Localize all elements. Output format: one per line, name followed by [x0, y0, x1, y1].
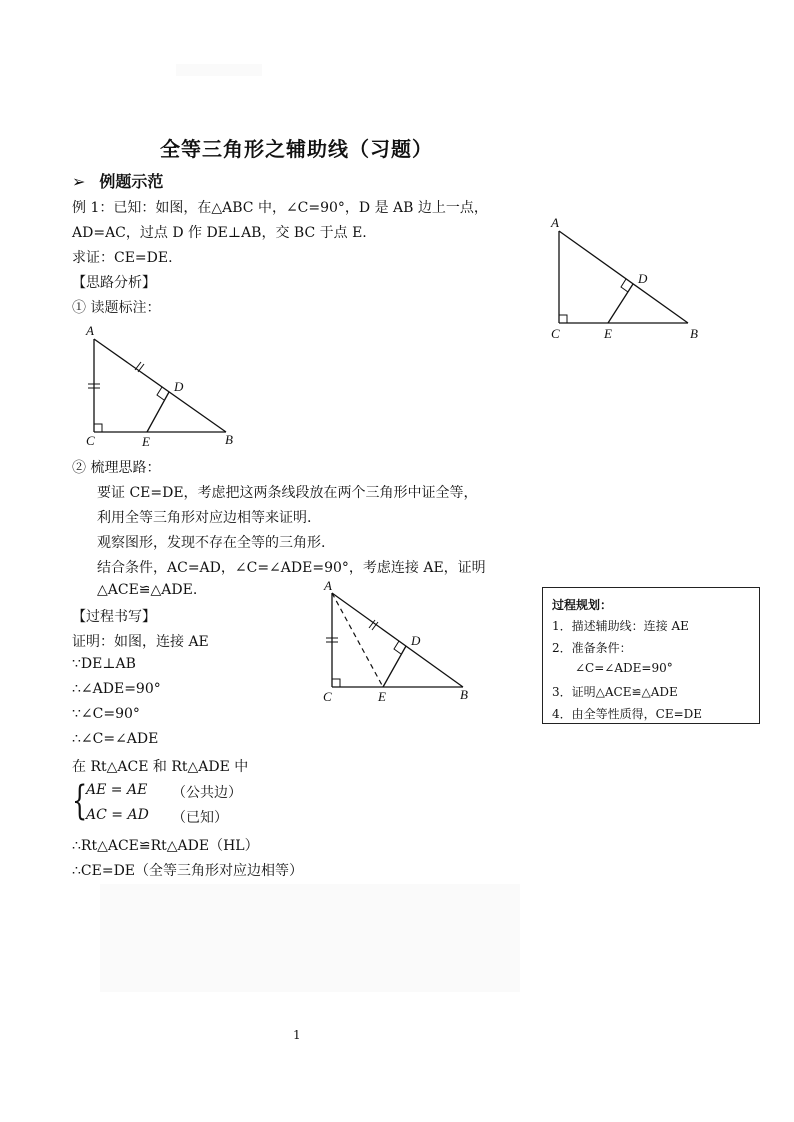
section-label: 例题示范	[99, 172, 164, 191]
plan-item-2: 2．准备条件：	[552, 641, 632, 655]
system-brace: {	[72, 778, 88, 824]
fig3-label-b: B	[460, 687, 468, 702]
bullet-arrow-icon: ➢	[72, 172, 86, 191]
proof-eq-1: AE = AE	[86, 782, 148, 798]
fig1-label-d: D	[638, 271, 648, 286]
proof-eq-2: AC = AD	[86, 807, 149, 823]
analysis-para-1: 要证 CE=DE，考虑把这两条线段放在两个三角形中证全等，	[97, 485, 478, 501]
problem-line-1: 例 1：已知：如图，在△ABC 中，∠C=90°，D 是 AB 边上一点，	[72, 200, 488, 216]
analysis-heading: 【思路分析】	[72, 275, 156, 291]
fig2-label-c: C	[86, 433, 95, 448]
scan-artifact-top	[176, 64, 262, 76]
proof-line-2: ∵DE⊥AB	[72, 656, 136, 672]
plan-item-1: 1．描述辅助线：连接 AE	[552, 619, 689, 633]
page-title: 全等三角形之辅助线（习题）	[160, 137, 433, 161]
plan-item-4: 4．由全等性质得，CE=DE	[552, 707, 703, 721]
fig3-label-d: D	[411, 633, 421, 648]
proof-line-8: ∴CE=DE（全等三角形对应边相等）	[72, 863, 304, 879]
fig3-label-c: C	[323, 689, 332, 704]
fig1-label-e: E	[604, 326, 612, 341]
fig1-label-a: A	[551, 215, 559, 230]
fig2-label-b: B	[225, 432, 233, 447]
analysis-para-2: 利用全等三角形对应边相等来证明.	[97, 510, 312, 526]
fig2-label-a: A	[86, 323, 94, 338]
plan-box-title: 过程规划：	[552, 598, 613, 612]
plan-item-3: 3．证明△ACE≌△ADE	[552, 685, 678, 699]
analysis-para-4: 结合条件，AC=AD，∠C=∠ADE=90°，考虑连接 AE，证明	[97, 560, 486, 576]
analysis-para-5: △ACE≌△ADE.	[97, 582, 198, 598]
figure-annotated	[80, 322, 240, 450]
fig1-label-c: C	[551, 326, 560, 341]
fig2-label-d: D	[174, 379, 184, 394]
analysis-step-2: ② 梳理思路：	[72, 460, 161, 476]
proof-line-3: ∴∠ADE=90°	[72, 681, 161, 697]
analysis-para-3: 观察图形，发现不存在全等的三角形.	[97, 535, 326, 551]
problem-line-3: 求证：CE=DE.	[72, 250, 173, 266]
fig3-label-a: A	[324, 578, 332, 593]
section-heading	[72, 169, 163, 192]
fig1-label-b: B	[690, 326, 698, 341]
proof-eq-2-note: （已知）	[172, 810, 228, 826]
scan-artifact-bottom	[100, 884, 520, 992]
process-plan-box	[542, 587, 760, 724]
page-number: 1	[293, 1028, 301, 1042]
fig2-label-e: E	[142, 434, 150, 449]
proof-heading: 【过程书写】	[72, 609, 156, 625]
plan-item-2-detail: ∠C=∠ADE=90°	[575, 661, 673, 675]
proof-eq-1-note: （公共边）	[172, 785, 242, 801]
proof-line-1: 证明：如图，连接 AE	[72, 634, 209, 650]
analysis-step-1: ① 读题标注：	[72, 300, 161, 316]
problem-line-2: AD=AC，过点 D 作 DE⊥AB，交 BC 于点 E.	[72, 225, 367, 241]
proof-line-6: 在 Rt△ACE 和 Rt△ADE 中	[72, 759, 249, 775]
proof-line-4: ∵∠C=90°	[72, 706, 140, 722]
proof-line-7: ∴Rt△ACE≌Rt△ADE（HL）	[72, 838, 259, 854]
fig3-label-e: E	[378, 689, 386, 704]
proof-line-5: ∴∠C=∠ADE	[72, 731, 159, 747]
figure-auxiliary	[320, 577, 480, 707]
figure-problem	[540, 210, 710, 345]
